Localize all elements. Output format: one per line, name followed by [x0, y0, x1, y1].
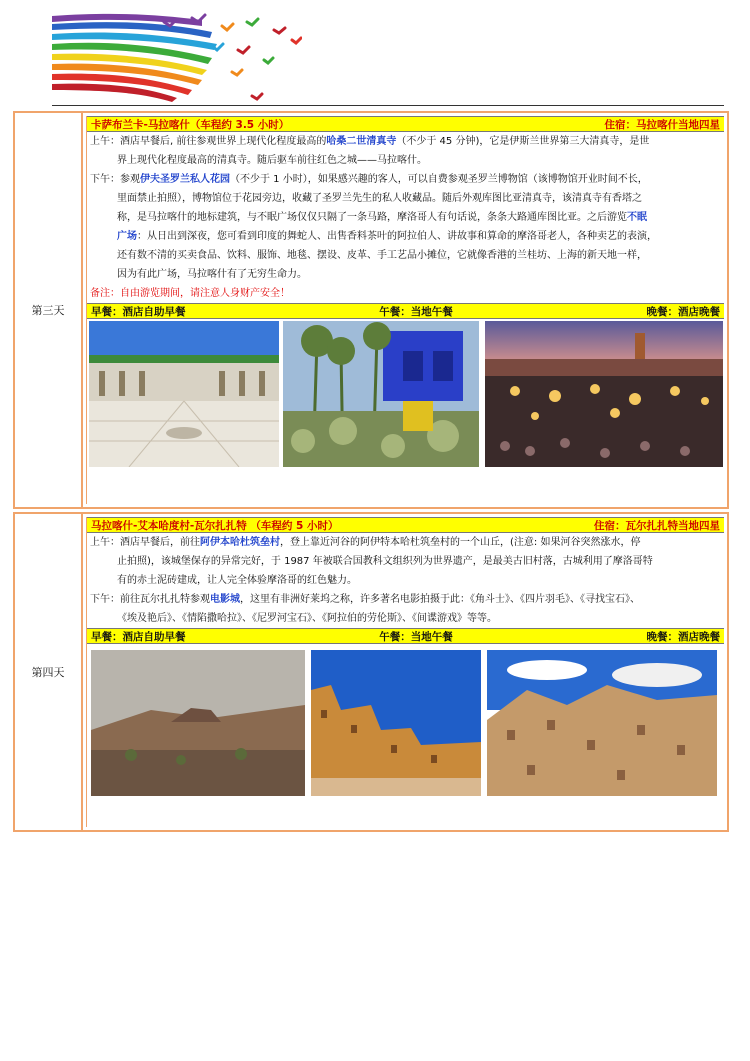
jemaa-el-fnaa-photo: [485, 321, 723, 467]
afternoon-text-3: 里面禁止拍照），博物馆位于花园旁边，收藏了圣罗兰先生的私人收藏品。随后外观库图比亚清真寺，该清真寺有香塔之: [117, 193, 642, 204]
kasbah-village-photo: [487, 650, 717, 796]
jemaa-square-highlight-a: 不眠: [627, 212, 647, 223]
morning-text-4: 有的赤土泥砖建成，让人完全体验摩洛哥的红色魅力。: [117, 575, 357, 586]
route-bar: [87, 517, 724, 533]
hotel-info: 住宿：瓦尔扎扎特当地四星: [594, 519, 720, 532]
majorelle-garden-highlight: 伊夫圣罗兰私人花园: [140, 174, 230, 185]
morning-paragraph: [87, 533, 724, 590]
rainbow-birds-logo: [52, 10, 302, 102]
route-title: 卡萨布兰卡-马拉喀什（车程约 3.5 小时）: [91, 118, 290, 131]
afternoon-paragraph: [87, 170, 724, 284]
route-title: 马拉喀什-艾本哈度村-瓦尔扎扎特 （车程约 5 小时）: [91, 519, 339, 532]
ait-ben-haddou-highlight: 阿伊本哈杜筑垒村: [200, 537, 280, 548]
dinner-info: 晚餐：酒店晚餐: [646, 630, 720, 643]
ait-ben-haddou-valley-photo: [91, 650, 305, 796]
afternoon-prefix: 下午：: [90, 174, 120, 185]
morning-paragraph: [87, 132, 724, 170]
afternoon-text-7: 因为有此广场，马拉喀什有了无穷生命力。: [117, 269, 307, 280]
route-bar: [87, 116, 724, 132]
afternoon-text: 参观: [120, 174, 140, 185]
afternoon-text: 前往瓦尔扎扎特参观: [120, 594, 210, 605]
jemaa-square-highlight-b: 广场: [117, 231, 137, 242]
lunch-info: 午餐：当地午餐: [379, 630, 453, 643]
day-4-block: [13, 512, 729, 832]
photo-strip: [87, 644, 724, 804]
hassan-ii-mosque-highlight: 哈桑二世清真寺: [326, 136, 397, 147]
morning-text-2: ，登上靠近河谷的阿伊特本哈杜筑垒村的一个山丘，(注意: 如果河谷突然涨水，停: [280, 537, 641, 548]
day-3-block: [13, 111, 729, 509]
lunch-info: 午餐：当地午餐: [379, 305, 453, 318]
safety-note: 备注：自由游览期间，请注意人身财产安全！: [90, 288, 290, 299]
meals-bar: [87, 628, 724, 644]
day-label: 第四天: [15, 514, 83, 830]
morning-text-3: 界上现代化程度最高的清真寺。随后驱车前往红色之城——马拉喀什。: [117, 155, 427, 166]
day-label: 第三天: [15, 113, 83, 507]
morning-prefix: 上午：: [90, 136, 120, 147]
morning-text-2: （不少于 45 分钟)，它是伊斯兰世界第三大清真寺，是世: [396, 136, 650, 147]
breakfast-info: 早餐：酒店自助早餐: [91, 305, 186, 318]
morning-text: 酒店早餐后，前往: [120, 537, 200, 548]
film-studio-highlight: 电影城: [210, 594, 240, 605]
dinner-info: 晚餐：酒店晚餐: [646, 305, 720, 318]
afternoon-line-4: [90, 208, 720, 227]
ouarzazate-kasbah-photo: [311, 650, 481, 796]
afternoon-line-5: [90, 227, 720, 246]
breakfast-info: 早餐：酒店自助早餐: [91, 630, 186, 643]
afternoon-text-4: 称，是马拉喀什的地标建筑，与不眠广场仅仅只隔了一条马路，摩洛哥人有句话说，条条大路通库图比亚。之后游览: [117, 212, 627, 223]
afternoon-paragraph: [87, 590, 724, 628]
afternoon-prefix: 下午：: [90, 594, 120, 605]
afternoon-text-2: ，这里有非洲好莱坞之称，许多著名电影拍摄于此：《角斗士》、《四片羽毛》、《寻找宝石》、: [240, 594, 640, 605]
morning-prefix: 上午：: [90, 537, 120, 548]
afternoon-text-5: ：从日出到深夜，您可看到印度的舞蛇人、出售香料茶叶的阿拉伯人、讲故事和算命的摩洛哥老人，各种卖艺的表演，: [137, 231, 657, 242]
afternoon-text-2: （不少于 1 小时），如果感兴趣的客人，可以自费参观圣罗兰博物馆（该博物馆开业时间不长，: [230, 174, 648, 185]
afternoon-text-3: 《埃及艳后》、《情陷撒哈拉》、《尼罗河宝石》、《阿拉伯的劳伦斯》、《间谍游戏》等等。: [117, 613, 497, 624]
header-divider: [52, 105, 724, 106]
day-content: [86, 517, 724, 827]
hotel-info: 住宿：马拉喀什当地四星: [604, 118, 720, 131]
morning-text-3: 止拍照)，该城堡保存的异常完好，于 1987 年被联合国教科文组织列为世界遗产，是最美古旧村落，古城利用了摩洛哥特: [117, 556, 653, 567]
morning-text: 酒店早餐后, 前往参观世界上现代化程度最高的: [120, 136, 327, 147]
bahia-palace-photo: [89, 321, 279, 467]
day-content: [86, 116, 724, 504]
meals-bar: [87, 303, 724, 319]
afternoon-text-6: 还有数不清的买卖食品、饮料、服饰、地毯、摆设、皮革、手工艺品小摊位，它就像香港的兰桂坊、上海的新天地一样，: [117, 250, 647, 261]
majorelle-garden-photo: [283, 321, 479, 467]
photo-strip: [87, 319, 724, 469]
